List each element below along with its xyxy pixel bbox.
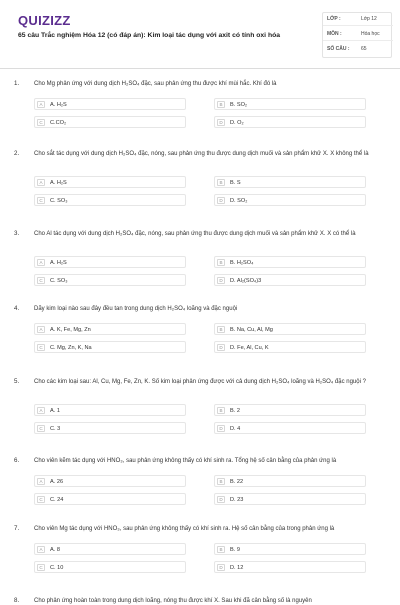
option-letter-badge: D — [217, 496, 225, 503]
answer-option-d[interactable] — [214, 116, 366, 128]
option-text: A. K, Fe, Mg, Zn — [50, 327, 91, 333]
header-divider — [0, 68, 400, 69]
question-text: Dãy kim loại nào sau đây đều tan trong dung dịch H₂SO₄ loãng và đặc nguội — [34, 306, 238, 312]
answer-option-d[interactable] — [214, 194, 366, 206]
option-letter-badge: A — [37, 546, 45, 553]
question-text: Cho viên kẽm tác dụng với HNO₃, sau phản ứng không thấy có khí sinh ra. Tổng hệ số cân bằng của phản ứng là — [34, 458, 337, 464]
question-text: Cho các kim loại sau: Al, Cu, Mg, Fe, Zn, K. Số kim loại phản ứng được với cả dung dịch H₂SO₄ loãng và H₂SO₄ đặc nguội ? — [34, 379, 366, 385]
answer-option-c[interactable] — [34, 422, 186, 434]
option-letter-badge: D — [217, 119, 225, 126]
option-text: D. Fe, Al, Cu, K — [230, 345, 269, 351]
option-text: B. 9 — [230, 547, 240, 553]
answer-option-b[interactable] — [214, 98, 366, 110]
option-text: B. Na, Cu, Al, Mg — [230, 327, 273, 333]
question-text: Cho Al tác dụng với dung dịch H₂SO₄ đặc, nóng, sau phản ứng thu được dung dịch muối và sản phẩm khử X. X có thể là — [34, 231, 356, 237]
question-number: 2. — [14, 150, 20, 157]
option-letter-badge: B — [217, 179, 225, 186]
answer-option-d[interactable] — [214, 341, 366, 353]
option-text: A. 8 — [50, 547, 60, 553]
option-letter-badge: C — [37, 277, 45, 284]
answer-option-c[interactable] — [34, 274, 186, 286]
answer-option-a[interactable] — [34, 404, 186, 416]
question-number: 8. — [14, 597, 20, 604]
option-letter-badge: C — [37, 344, 45, 351]
question-number: 7. — [14, 525, 20, 532]
meta-value: Hóa học — [361, 31, 380, 37]
question-number: 3. — [14, 230, 20, 237]
answer-option-c[interactable] — [34, 493, 186, 505]
option-letter-badge: B — [217, 326, 225, 333]
option-letter-badge: D — [217, 344, 225, 351]
question-text: Cho Mg phản ứng với dung dịch H₂SO₄ đặc, sau phản ứng thu được khí mùi hắc. Khí đó là — [34, 81, 277, 87]
option-letter-badge: B — [217, 546, 225, 553]
quizizz-logo: QUIZIZZ — [18, 13, 71, 28]
option-letter-badge: C — [37, 119, 45, 126]
answer-option-c[interactable] — [34, 194, 186, 206]
option-text: A. H₂S — [50, 102, 67, 108]
option-letter-badge: C — [37, 496, 45, 503]
option-text: C. Mg, Zn, K, Na — [50, 345, 92, 351]
answer-option-d[interactable] — [214, 422, 366, 434]
option-letter-badge: D — [217, 277, 225, 284]
meta-row-count — [323, 43, 393, 56]
meta-row-subject — [323, 28, 393, 41]
option-letter-badge: A — [37, 407, 45, 414]
option-text: C. SO₃ — [50, 198, 68, 204]
option-text: A. H₂S — [50, 180, 67, 186]
option-text: D. 4 — [230, 426, 241, 432]
answer-option-c[interactable] — [34, 116, 186, 128]
option-letter-badge: B — [217, 407, 225, 414]
answer-option-b[interactable] — [214, 543, 366, 555]
option-letter-badge: B — [217, 478, 225, 485]
option-letter-badge: A — [37, 326, 45, 333]
meta-label: LỚP : — [327, 16, 341, 22]
option-letter-badge: D — [217, 197, 225, 204]
meta-box — [322, 12, 392, 58]
meta-row-grade — [323, 13, 393, 26]
option-text: A. H₂S — [50, 260, 67, 266]
option-text: C. 10 — [50, 565, 64, 571]
answer-option-d[interactable] — [214, 561, 366, 573]
answer-option-d[interactable] — [214, 274, 366, 286]
option-text: C. 3 — [50, 426, 61, 432]
option-letter-badge: B — [217, 101, 225, 108]
question-text: Cho sắt tác dụng với dung dịch H₂SO₄ đặc, nóng, sau phản ứng thu được dung dịch muối và sản phẩm khử X. X không thể là — [34, 151, 369, 157]
option-text: D. Al₂(SO₄)3 — [230, 278, 262, 284]
option-text: B. 22 — [230, 479, 244, 485]
answer-option-a[interactable] — [34, 323, 186, 335]
question-text: Cho viên Mg tác dụng với HNO₃, sau phản ứng không thấy có khí sinh ra. Hệ số cân bằng của trong phản ứng là — [34, 526, 335, 532]
answer-option-b[interactable] — [214, 475, 366, 487]
option-text: B. S — [230, 180, 241, 186]
option-text: D. SO₂ — [230, 198, 248, 204]
page-header — [0, 0, 400, 68]
answer-option-a[interactable] — [34, 475, 186, 487]
option-text: A. 1 — [50, 408, 60, 414]
question-number: 4. — [14, 305, 20, 312]
option-letter-badge: C — [37, 425, 45, 432]
answer-option-b[interactable] — [214, 256, 366, 268]
option-letter-badge: C — [37, 564, 45, 571]
answer-option-b[interactable] — [214, 323, 366, 335]
answer-option-a[interactable] — [34, 176, 186, 188]
answer-option-a[interactable] — [34, 256, 186, 268]
meta-value: Lớp 12 — [361, 16, 377, 22]
option-letter-badge: A — [37, 478, 45, 485]
option-text: C.CO₂ — [50, 120, 67, 126]
option-letter-badge: C — [37, 197, 45, 204]
option-text: D. 12 — [230, 565, 244, 571]
option-letter-badge: A — [37, 179, 45, 186]
answer-option-d[interactable] — [214, 493, 366, 505]
option-letter-badge: A — [37, 101, 45, 108]
option-text: C. SO₃ — [50, 278, 68, 284]
question-number: 5. — [14, 378, 20, 385]
option-text: B. SO₂ — [230, 102, 248, 108]
answer-option-a[interactable] — [34, 98, 186, 110]
meta-label: MÔN : — [327, 31, 342, 37]
option-letter-badge: D — [217, 564, 225, 571]
option-text: A. 26 — [50, 479, 64, 485]
answer-option-c[interactable] — [34, 341, 186, 353]
option-text: B. H₂SO₄ — [230, 260, 254, 266]
question-number: 1. — [14, 80, 20, 87]
answer-option-b[interactable] — [214, 176, 366, 188]
answer-option-b[interactable] — [214, 404, 366, 416]
option-letter-badge: A — [37, 259, 45, 266]
answer-option-c[interactable] — [34, 561, 186, 573]
option-letter-badge: B — [217, 259, 225, 266]
question-number: 6. — [14, 457, 20, 464]
meta-value: 65 — [361, 46, 367, 52]
option-text: D. O₂ — [230, 120, 244, 126]
page-title: 65 câu Trắc nghiệm Hóa 12 (có đáp án): Kim loại tác dụng với axit có tính oxi hóa — [18, 32, 281, 39]
option-text: C. 24 — [50, 497, 64, 503]
meta-label: SỐ CÂU : — [327, 46, 350, 52]
option-text: B. 2 — [230, 408, 240, 414]
option-text: D. 23 — [230, 497, 244, 503]
option-letter-badge: D — [217, 425, 225, 432]
answer-option-a[interactable] — [34, 543, 186, 555]
question-text: Cho phản ứng hoàn toàn trong dung dịch loãng, nóng thu được khí X. Sau khi đã cân bằng số là nguyên — [34, 598, 312, 604]
